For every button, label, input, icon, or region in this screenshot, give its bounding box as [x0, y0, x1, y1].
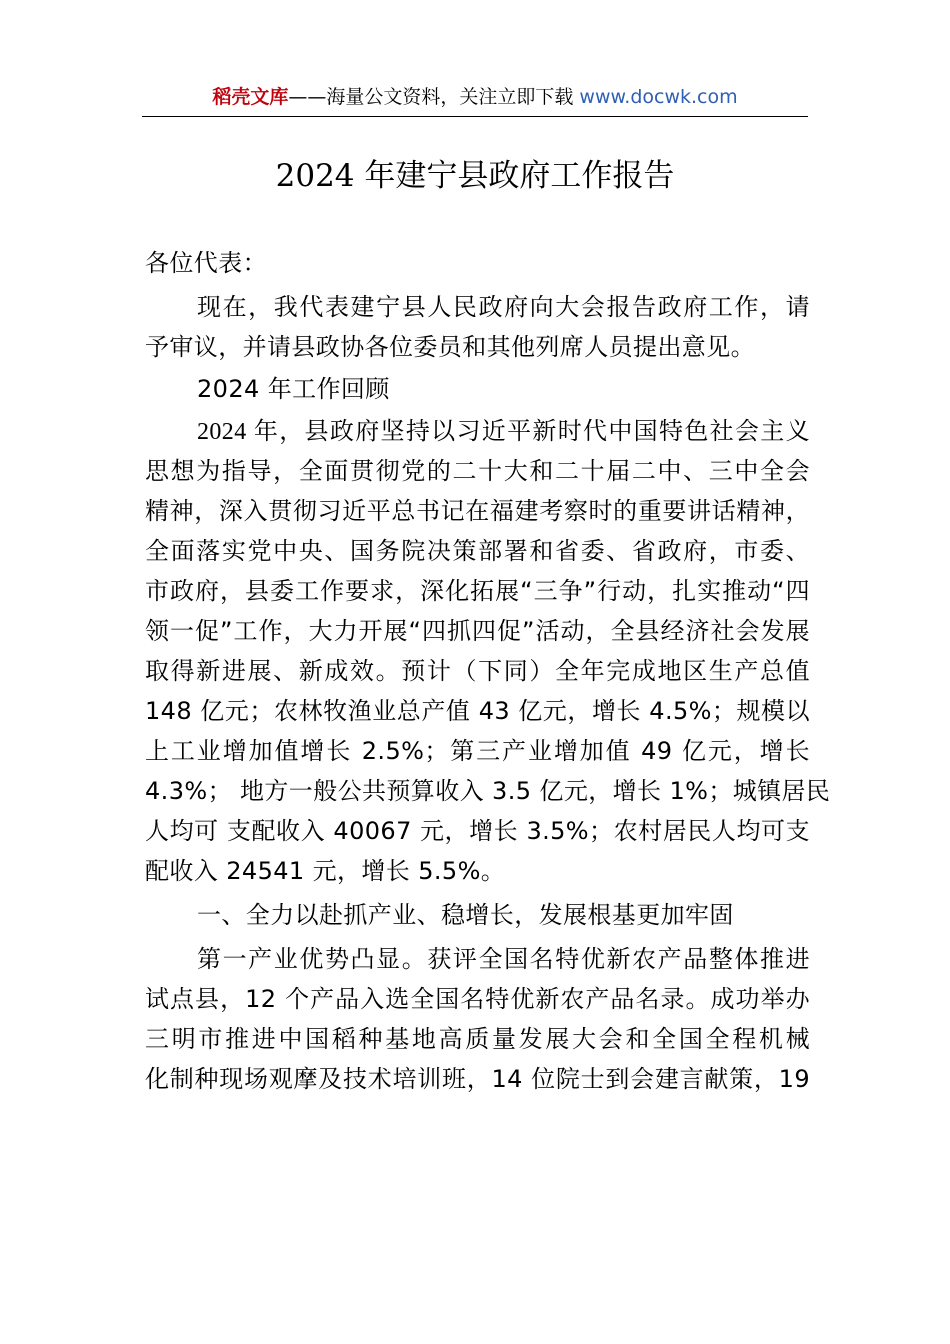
- agri-line: 试点县，12 个产品入选全国名特优新农产品名录。成功举办: [145, 985, 810, 1013]
- review-line: 领一促”工作，大力开展“四抓四促”活动，全县经济社会发展: [145, 617, 810, 645]
- review-line: 精神，深入贯彻习近平总书记在福建考察时的重要讲话精神，: [145, 497, 810, 525]
- intro-line: 予审议，并请县政协各位委员和其他列席人员提出意见。: [145, 333, 755, 361]
- review-line: 2024 年，县政府坚持以习近平新时代中国特色社会主义: [197, 419, 810, 445]
- header-tagline: ——海量公文资料，关注立即下载: [288, 86, 574, 108]
- review-line: 取得新进展、新成效。预计（下同）全年完成地区生产总值: [145, 657, 810, 685]
- section-heading-1: 一、全力以赴抓产业、稳增长，发展根基更加牢固: [197, 901, 734, 929]
- review-line: 4.3%； 地方一般公共预算收入 3.5 亿元，增长 1%；城镇居民: [145, 777, 831, 805]
- review-line: 市政府，县委工作要求，深化拓展“三争”行动，扎实推动“四: [145, 577, 810, 605]
- review-line: 全面落实党中央、国务院决策部署和省委、省政府，市委、: [145, 537, 810, 565]
- brand-logo-text: 稻壳文库: [212, 86, 289, 108]
- review-line: 148 亿元；农林牧渔业总产值 43 亿元，增长 4.5%；规模以: [145, 697, 810, 725]
- document-title: 2024 年建宁县政府工作报告: [275, 158, 675, 194]
- watermark-header: [142, 84, 808, 117]
- section-heading-review: 2024 年工作回顾: [197, 375, 390, 403]
- intro-line: 现在，我代表建宁县人民政府向大会报告政府工作，请: [197, 293, 810, 321]
- review-line: 思想为指导，全面贯彻党的二十大和二十届二中、三中全会: [145, 457, 810, 485]
- salutation: 各位代表：: [145, 249, 267, 277]
- agri-line: 第一产业优势凸显。获评全国名特优新农产品整体推进: [197, 945, 810, 973]
- agri-line: 三明市推进中国稻种基地高质量发展大会和全国全程机械: [145, 1025, 810, 1053]
- agri-line: 化制种现场观摩及技术培训班，14 位院士到会建言献策，19: [145, 1065, 810, 1093]
- header-url-link[interactable]: www.docwk.com: [579, 86, 738, 108]
- review-line: 人均可 支配收入 40067 元，增长 3.5%；农村居民人均可支: [145, 817, 810, 845]
- review-line: 配收入 24541 元，增长 5.5%。: [145, 857, 506, 885]
- review-line: 上工业增加值增长 2.5%；第三产业增加值 49 亿元，增长: [145, 737, 810, 765]
